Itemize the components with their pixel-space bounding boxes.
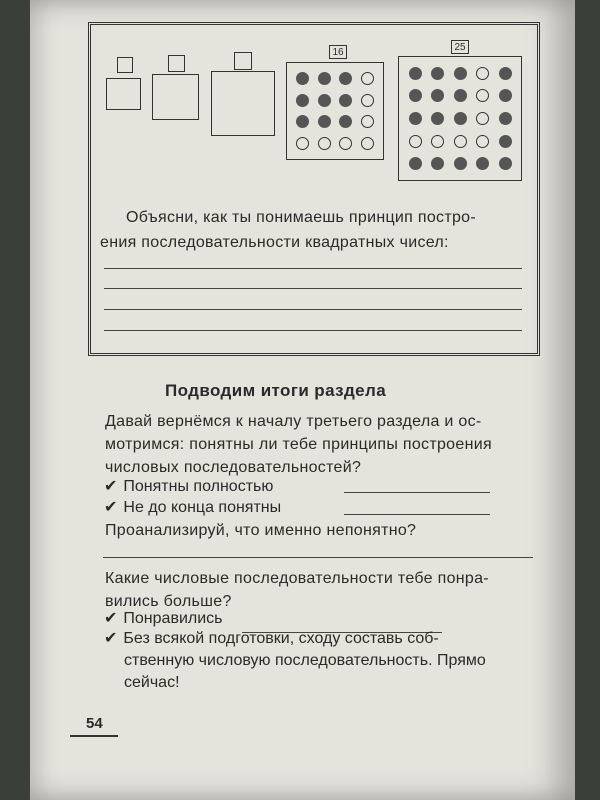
intro-line: числовых последовательностей? xyxy=(105,459,362,476)
checkmark-icon: ✔ xyxy=(104,499,118,516)
question-line: Какие числовые последовательности тебе понра- xyxy=(105,570,489,587)
square-4 xyxy=(152,74,199,120)
filled-dot xyxy=(409,112,422,125)
filled-dot xyxy=(454,112,467,125)
filled-dot xyxy=(409,157,422,170)
empty-dot xyxy=(318,137,331,150)
empty-dot xyxy=(476,89,489,102)
task-line: ения последовательности квадратных чисел: xyxy=(100,234,449,251)
check-label: Не до конца понятны xyxy=(123,499,282,516)
checkmark-icon: ✔ xyxy=(104,630,118,647)
filled-dot xyxy=(431,112,444,125)
intro-line: мотримся: понятны ли тебе принципы построения xyxy=(105,436,492,453)
check-label: Понравились xyxy=(123,610,223,627)
filled-dot xyxy=(454,67,467,80)
page-number-rule xyxy=(70,735,118,737)
compose-line: ственную числовую последовательность. Прямо xyxy=(124,652,486,669)
intro-paragraph xyxy=(105,410,535,479)
filled-dot xyxy=(318,72,331,85)
checklist-item-partial xyxy=(104,497,281,519)
dot-grid-25 xyxy=(398,56,522,181)
filled-dot xyxy=(499,89,512,102)
square-2x2-small xyxy=(168,55,185,72)
square-9 xyxy=(211,71,275,136)
fill-line-understood[interactable] xyxy=(344,492,490,493)
checkmark-icon: ✔ xyxy=(104,610,118,627)
filled-dot xyxy=(296,115,309,128)
empty-dot xyxy=(476,67,489,80)
answer-line-2[interactable] xyxy=(104,288,522,289)
empty-dot xyxy=(431,135,444,148)
empty-dot xyxy=(361,137,374,150)
filled-dot xyxy=(339,115,352,128)
intro-line: Давай вернёмся к началу третьего раздела и ос- xyxy=(105,413,482,430)
empty-dot xyxy=(361,115,374,128)
analyze-prompt: Проанализируй, что именно непонятно? xyxy=(105,522,417,539)
square-3x3-small xyxy=(234,52,252,70)
fill-line-analyze[interactable] xyxy=(103,557,533,558)
filled-dot xyxy=(318,115,331,128)
page-number: 54 xyxy=(86,715,103,732)
filled-dot xyxy=(454,89,467,102)
checklist-item-understood xyxy=(104,476,273,498)
filled-dot xyxy=(499,157,512,170)
checklist-item-liked xyxy=(104,608,222,630)
filled-dot xyxy=(431,67,444,80)
filled-dot xyxy=(296,72,309,85)
empty-dot xyxy=(361,72,374,85)
filled-dot xyxy=(318,94,331,107)
empty-dot xyxy=(454,135,467,148)
compose-line: Без всякой подготовки, сходу составь соб- xyxy=(123,630,439,647)
filled-dot xyxy=(454,157,467,170)
filled-dot xyxy=(431,157,444,170)
task-line: Объясни, как ты понимаешь принцип постро- xyxy=(126,209,476,226)
empty-dot xyxy=(476,135,489,148)
empty-dot xyxy=(361,94,374,107)
filled-dot xyxy=(409,67,422,80)
checkmark-icon: ✔ xyxy=(104,478,118,495)
label-16: 16 xyxy=(329,45,347,59)
section-heading: Подводим итоги раздела xyxy=(165,381,387,400)
square-1x1-small xyxy=(117,57,133,73)
empty-dot xyxy=(296,137,309,150)
compose-line: сейчас! xyxy=(124,674,180,691)
answer-line-3[interactable] xyxy=(104,309,522,310)
filled-dot xyxy=(499,67,512,80)
filled-dot xyxy=(431,89,444,102)
answer-line-4[interactable] xyxy=(104,330,522,331)
filled-dot xyxy=(339,94,352,107)
answer-line-1[interactable] xyxy=(104,268,522,269)
filled-dot xyxy=(476,157,489,170)
question-paragraph xyxy=(105,567,535,613)
filled-dot xyxy=(296,94,309,107)
task-text xyxy=(100,205,530,255)
filled-dot xyxy=(409,89,422,102)
filled-dot xyxy=(499,112,512,125)
check-label: Понятны полностью xyxy=(123,478,274,495)
filled-dot xyxy=(499,135,512,148)
question-line: вились больше? xyxy=(105,593,232,610)
empty-dot xyxy=(409,135,422,148)
square-1 xyxy=(106,78,141,110)
empty-dot xyxy=(339,137,352,150)
checklist-item-compose xyxy=(104,628,486,694)
fill-line-partial[interactable] xyxy=(344,514,490,515)
filled-dot xyxy=(339,72,352,85)
empty-dot xyxy=(476,112,489,125)
label-25: 25 xyxy=(451,40,469,54)
dot-grid-16 xyxy=(286,62,384,160)
